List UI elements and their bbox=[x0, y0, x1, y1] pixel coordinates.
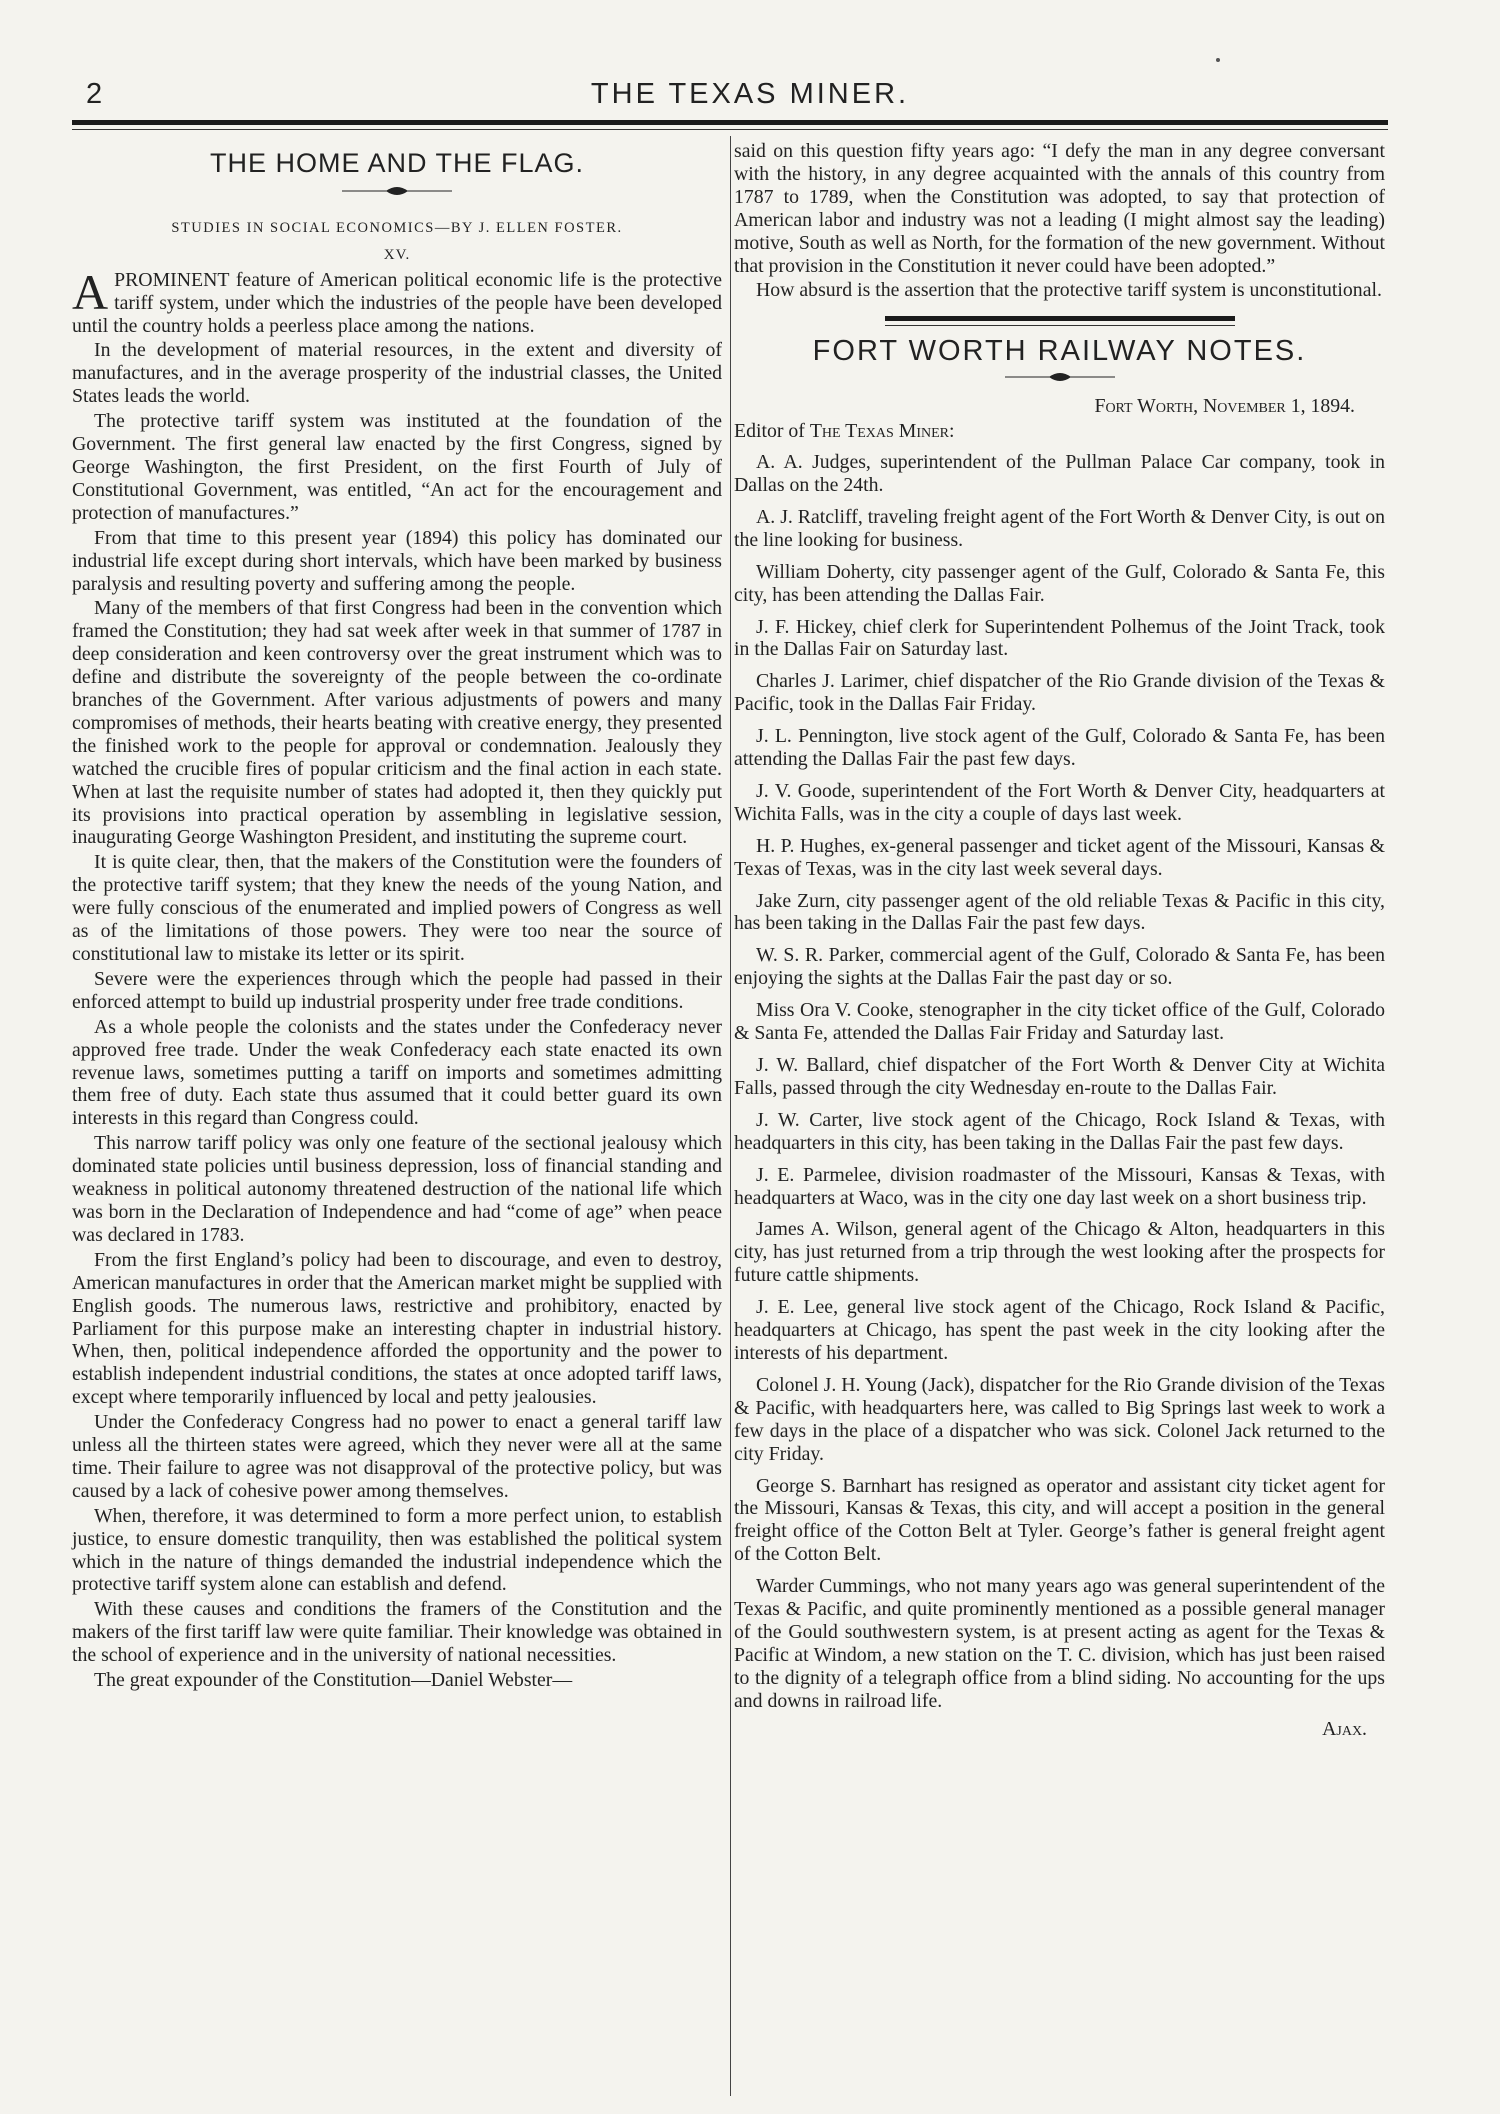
right-column bbox=[734, 140, 1385, 1740]
section-rule-thin bbox=[885, 325, 1235, 326]
paragraph: The great expounder of the Constitution—Daniel Webster— bbox=[94, 1669, 573, 1692]
continued-paragraph: said on this question fifty years ago: “I defy the man in any degree conversant with the history, in any degree acquainted with the annals of this country from 1787 to 1789, when the Constitution was adopted, to say that protection of American labor and industry was not a leading (I might almost say the leading) motive, South as well as North, for the formation of the new government. Without that provision in the Constitution it never could have been adopted.” bbox=[734, 140, 1385, 277]
paragraph: As a whole people the colonists and the states under the Confederacy never approved free trade. Under the weak Confederacy each state enacted its own revenue laws, sometimes putting a tariff on imports and sometimes admitting them free of duty. Each state thus assumed that it could better guard its own interests in this regard than Congress could. bbox=[72, 1015, 722, 1130]
lead-text: feature of American political economic life is the protective tariff system, under which the industries of the people have been developed until the country holds a peerless place among the nations. bbox=[72, 268, 722, 337]
note-item: A. A. Judges, superintendent of the Pullman Palace Car company, took in Dallas on the 24th. bbox=[734, 451, 1385, 496]
note-item: H. P. Hughes, ex-general passenger and ticket agent of the Missouri, Kansas & Texas of Texas, was in the city last week several days. bbox=[734, 834, 1385, 880]
note-item: George S. Barnhart has resigned as operator and assistant city ticket agent for the Missouri, Kansas & Texas, this city, and will accept a position in the general freight office of the Cotton Belt at Tyler. George’s father is general freight agent of the Cotton Belt. bbox=[734, 1474, 1385, 1566]
paragraph: How absurd is the assertion that the protective tariff system is unconstitutional. bbox=[756, 279, 1382, 302]
section-rule bbox=[885, 316, 1235, 321]
paragraph: This narrow tariff policy was only one feature of the sectional jealousy which dominated state policies until business depression, loss of financial standing and weakness in political autonomy threatened destruction of the national life which was born in the Declaration of Independence and had “come of age” when peace was declared in 1783. bbox=[72, 1132, 722, 1246]
article-part-number: XV. bbox=[383, 246, 411, 263]
note-item: J. F. Hickey, chief clerk for Superintendent Polhemus of the Joint Track, took in the Dallas Fair on Saturday last. bbox=[734, 615, 1385, 661]
note-item: J. L. Pennington, live stock agent of the Gulf, Colorado & Santa Fe, has been attending the Dallas Fair the past few days. bbox=[734, 725, 1385, 771]
scan-speck bbox=[1216, 58, 1220, 62]
masthead-rule bbox=[72, 120, 1388, 125]
paragraph: It is quite clear, then, that the makers of the Constitution were the founders of the protective tariff system; that they knew the needs of the young Nation, and were fully conscious of the enumerated and implied powers of Congress as well as of the limitations of those powers. They were too near the source of constitutional law to mistake its letter or its spirit. bbox=[72, 851, 722, 965]
note-item: William Doherty, city passenger agent of the Gulf, Colorado & Santa Fe, this city, has been attending the Dallas Fair. bbox=[734, 560, 1385, 606]
note-item: A. J. Ratcliff, traveling freight agent of the Fort Worth & Denver City, is out on the line looking for business. bbox=[734, 505, 1385, 551]
note-item: Miss Ora V. Cooke, stenographer in the city ticket office of the Gulf, Colorado & Santa Fe, attended the Dallas Fair Friday and Saturday last. bbox=[734, 999, 1385, 1045]
paragraph: When, therefore, it was determined to form a more perfect union, to establish justice, to ensure domestic tranquility, then was established the political system which in the nature of things demanded the industrial independence which the protective tariff system alone can establish and defend. bbox=[72, 1504, 722, 1596]
article-byline: STUDIES IN SOCIAL ECONOMICS—BY J. ELLEN FOSTER. bbox=[171, 219, 623, 236]
masthead: THE TEXAS MINER. bbox=[590, 78, 910, 110]
left-column bbox=[72, 140, 722, 1694]
note-item: J. W. Ballard, chief dispatcher of the Fort Worth & Denver City at Wichita Falls, passed through the city Wednesday en-route to the Dallas Fair. bbox=[734, 1054, 1385, 1099]
railway-notes-title: FORT WORTH RAILWAY NOTES. bbox=[812, 335, 1307, 368]
salutation-paper: The Texas Miner bbox=[809, 420, 949, 443]
note-item: J. V. Goode, superintendent of the Fort Worth & Denver City, headquarters at Wichita Falls, was in the city a couple of days last week. bbox=[734, 779, 1385, 825]
page-number: 2 bbox=[86, 78, 103, 110]
note-item: Warder Cummings, who not many years ago was general superintendent of the Texas & Pacific, and quite prominently mentioned as a possible general manager of the Gould southwestern system, is at present acting as agent for the Texas & Pacific at Windom, a new station on the T. C. division, which has just been raised to the dignity of a telegraph office from a blind siding. No accounting for the ups and downs in railroad life. bbox=[734, 1575, 1385, 1712]
column-divider bbox=[730, 136, 731, 2096]
paragraph: From that time to this present year (1894) this policy has dominated our industrial life except during short intervals, which have been marked by business paralysis and resulting poverty and suffering among the people. bbox=[72, 526, 722, 595]
note-item: James A. Wilson, general agent of the Chicago & Alton, headquarters in this city, has just returned from a trip through the west looking after the prospects for future cattle shipments. bbox=[734, 1218, 1385, 1287]
article-title: THE HOME AND THE FLAG. bbox=[209, 148, 585, 178]
lead-caps: PROMINENT bbox=[114, 268, 230, 291]
ornament-divider bbox=[72, 181, 722, 203]
salutation bbox=[734, 420, 1385, 443]
paragraph: From the first England’s policy had been to discourage, and even to destroy, American manufactures in order that the American market might be supplied with English goods. The numerous laws, restrictive and prohibitory, enacted by Parliament for this purpose make an interesting chapter in industrial history. When, then, political independence afforded the opportunity and the power to establish independent industrial conditions, the states at once adopted tariff laws, except where temporarily influenced by local and petty jealousies. bbox=[72, 1248, 722, 1409]
note-item: J. W. Carter, live stock agent of the Chicago, Rock Island & Texas, with headquarters in this city, has been taking in the Dallas Fair the past few days. bbox=[734, 1108, 1385, 1154]
paragraph: Severe were the experiences through which the people had passed in their enforced attempt to build up industrial prosperity under free trade conditions. bbox=[72, 967, 722, 1013]
note-item: W. S. R. Parker, commercial agent of the Gulf, Colorado & Santa Fe, has been enjoying the sights at the Dallas Fair the past day or so. bbox=[734, 944, 1385, 990]
paragraph: Under the Confederacy Congress had no power to enact a general tariff law unless all the thirteen states were agreed, which they never were all at the same time. Their failure to agree was not disapproval of the protective policy, but was caused by a lack of cohesive power among themselves. bbox=[72, 1411, 722, 1502]
ornament-divider bbox=[734, 367, 1385, 389]
note-item: J. E. Lee, general live stock agent of the Chicago, Rock Island & Pacific, headquarters at Chicago, has spent the past week in the city looking after the interests of his department. bbox=[734, 1296, 1385, 1364]
paragraph: With these causes and conditions the framers of the Constitution and the makers of the first tariff law were quite familiar. Their knowledge was obtained in the school of experience and in the university of national necessities. bbox=[72, 1598, 722, 1667]
signature: Ajax. bbox=[1322, 1717, 1367, 1740]
note-item: Colonel J. H. Young (Jack), dispatcher for the Rio Grande division of the Texas & Pacific, with headquarters here, was called to Big Springs last week to work a few days in the place of a dispatcher who was sick. Colonel Jack returned to the city Friday. bbox=[734, 1373, 1385, 1465]
paragraph: In the development of material resources, in the extent and diversity of manufactures, and in the average prosperity of the industrial classes, the United States leads the world. bbox=[72, 339, 722, 408]
paragraph: The protective tariff system was instituted at the foundation of the Government. The first general law enacted by the first Congress, signed by George Washington, the first President, on the first Fourth of July of Constitutional Government, was entitled, “An act for the encouragement and protection of manufactures.” bbox=[72, 410, 722, 524]
drop-cap: A bbox=[72, 263, 109, 320]
dateline: Fort Worth, November 1, 1894. bbox=[1094, 395, 1355, 418]
salutation-suffix: : bbox=[948, 420, 955, 443]
note-item: Charles J. Larimer, chief dispatcher of the Rio Grande division of the Texas & Pacific, took in the Dallas Fair Friday. bbox=[734, 670, 1385, 716]
salutation-prefix: Editor of bbox=[734, 420, 810, 443]
masthead-rule-thin bbox=[72, 129, 1388, 130]
paragraph: Many of the members of that first Congress had been in the convention which framed the Constitution; they had sat week after week in that summer of 1787 in deep consideration and keen controversy over the great instrument which was to define and distribute the sovereignty of the people between the co-ordinate branches of the Government. After various adjustments of powers and many compromises of methods, their hearts beating with creative energy, they presented the finished work to the people for approval or condemnation. Jealously they watched the crucible fires of popular criticism and the final action in each state. When at last the requisite number of states had adopted it, then they quickly put its provisions into practical operation by assembling in legislative session, inaugurating George Washington President, and instituting the supreme court. bbox=[72, 597, 722, 849]
note-item: J. E. Parmelee, division roadmaster of the Missouri, Kansas & Texas, with headquarters at Waco, was in the city one day last week on a short business trip. bbox=[734, 1163, 1385, 1209]
note-item: Jake Zurn, city passenger agent of the old reliable Texas & Pacific in this city, has been taking in the Dallas Fair the past few days. bbox=[734, 889, 1385, 935]
lead-paragraph bbox=[72, 263, 722, 338]
